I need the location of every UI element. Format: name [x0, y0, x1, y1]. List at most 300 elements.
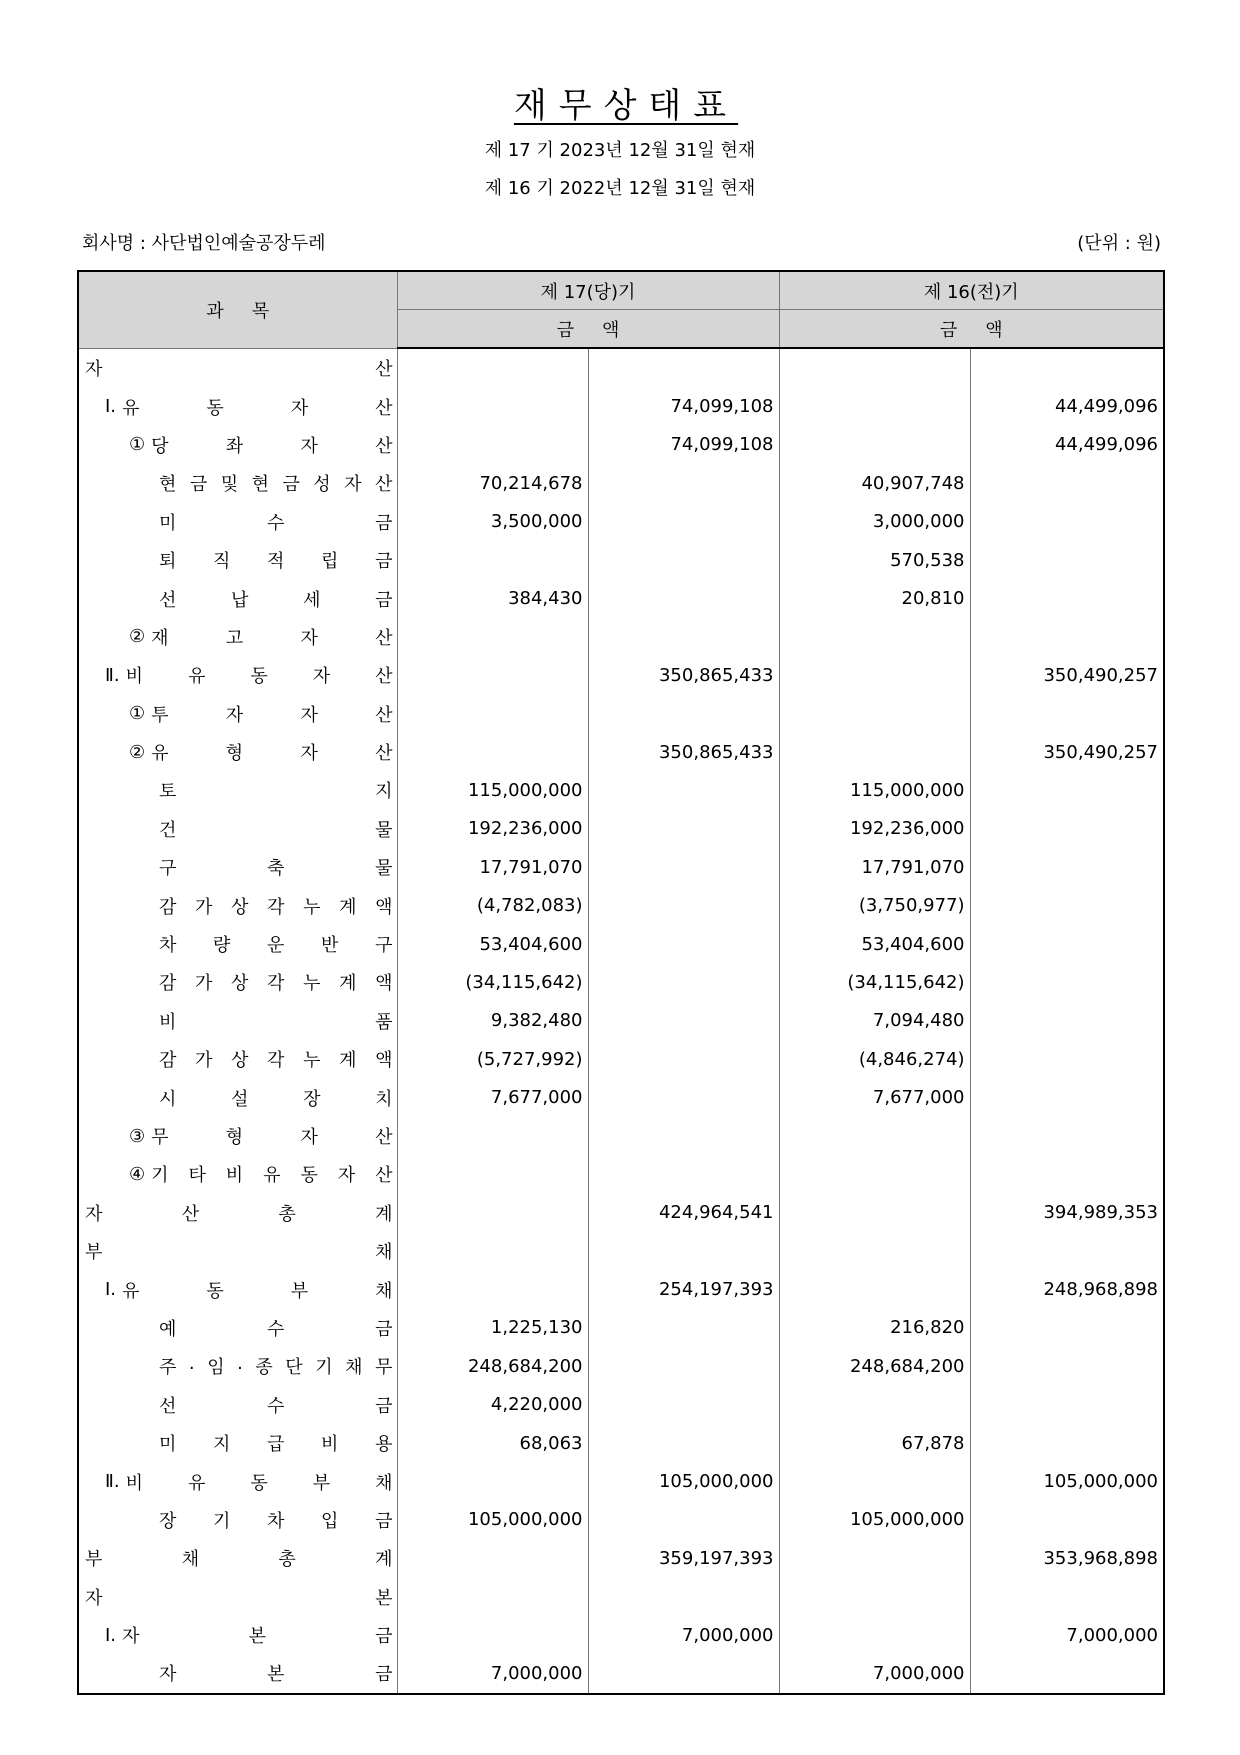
current-total-amount: 359,197,393	[588, 1539, 779, 1577]
current-detail-amount: 7,000,000	[397, 1654, 588, 1693]
current-total-amount	[588, 503, 779, 541]
period-prior: 제 16 기 2022년 12월 31일 현재	[484, 178, 756, 199]
current-total-amount: 74,099,108	[588, 426, 779, 464]
prior-detail-amount	[779, 733, 970, 771]
subject-label: 비 유 동 부 채	[125, 1472, 393, 1494]
prior-total-amount	[970, 1078, 1164, 1116]
subject-label-wrap	[79, 1654, 397, 1692]
subject-label-wrap	[79, 1232, 397, 1270]
prior-detail-amount	[779, 1462, 970, 1500]
subject-prefix: Ⅱ.	[105, 1471, 120, 1493]
balance-sheet-table	[77, 270, 1165, 1695]
current-detail-amount	[397, 1194, 588, 1232]
row-subject	[78, 963, 397, 1001]
header-subject: 과목	[78, 271, 397, 348]
prior-total-amount	[970, 1232, 1164, 1270]
subject-prefix: Ⅰ.	[105, 1624, 117, 1646]
subject-label-wrap	[79, 579, 397, 617]
row-subject	[78, 1501, 397, 1539]
current-total-amount: 7,000,000	[588, 1616, 779, 1654]
subject-prefix: ①	[129, 434, 146, 456]
prior-total-amount	[970, 541, 1164, 579]
row-subject	[78, 1654, 397, 1693]
row-subject	[78, 886, 397, 924]
subject-label-wrap	[79, 1501, 397, 1539]
subject-label: 당 좌 자 산	[151, 435, 393, 457]
subject-label: 건 물	[159, 819, 393, 841]
table-row	[78, 1078, 1164, 1116]
current-detail-amount	[397, 695, 588, 733]
current-total-amount	[588, 1040, 779, 1078]
current-total-amount	[588, 925, 779, 963]
row-subject	[78, 387, 397, 425]
current-detail-amount	[397, 656, 588, 694]
table-row	[78, 810, 1164, 848]
table-row	[78, 1117, 1164, 1155]
row-subject	[78, 348, 397, 387]
table-row	[78, 963, 1164, 1001]
subject-label: 구 축 물	[159, 858, 393, 880]
prior-detail-amount: (34,115,642)	[779, 963, 970, 1001]
current-total-amount	[588, 464, 779, 502]
prior-detail-amount	[779, 1232, 970, 1270]
prior-total-amount	[970, 579, 1164, 617]
prior-total-amount	[970, 925, 1164, 963]
prior-total-amount: 394,989,353	[970, 1194, 1164, 1232]
table-row	[78, 1424, 1164, 1462]
current-detail-amount: 9,382,480	[397, 1002, 588, 1040]
subject-label-wrap	[79, 1462, 397, 1500]
prior-detail-amount: 53,404,600	[779, 925, 970, 963]
row-subject	[78, 771, 397, 809]
subject-label-wrap	[79, 1117, 397, 1155]
current-detail-amount: 115,000,000	[397, 771, 588, 809]
subject-label: 차 량 운 반 구	[159, 935, 393, 957]
prior-detail-amount: 248,684,200	[779, 1347, 970, 1385]
subject-prefix: Ⅰ.	[105, 396, 117, 418]
row-subject	[78, 1117, 397, 1155]
current-total-amount	[588, 963, 779, 1001]
row-subject	[78, 1462, 397, 1500]
subject-label-wrap	[79, 1194, 397, 1232]
prior-total-amount: 105,000,000	[970, 1462, 1164, 1500]
prior-total-amount	[970, 1309, 1164, 1347]
prior-total-amount	[970, 963, 1164, 1001]
row-subject	[78, 1424, 397, 1462]
current-total-amount	[588, 810, 779, 848]
current-detail-amount	[397, 541, 588, 579]
prior-detail-amount	[779, 1539, 970, 1577]
subject-prefix: Ⅰ.	[105, 1279, 117, 1301]
table-row	[78, 1539, 1164, 1577]
row-subject	[78, 464, 397, 502]
table-row	[78, 1462, 1164, 1500]
subject-label-wrap	[79, 1386, 397, 1424]
current-detail-amount: 105,000,000	[397, 1501, 588, 1539]
subject-label: 자 본 금	[159, 1664, 393, 1686]
current-total-amount	[588, 1386, 779, 1424]
row-subject	[78, 1270, 397, 1308]
subject-label: 토 지	[159, 781, 393, 803]
current-total-amount	[588, 1002, 779, 1040]
current-detail-amount: 7,677,000	[397, 1078, 588, 1116]
subject-label: 선 수 금	[159, 1395, 393, 1417]
subject-label-wrap	[79, 848, 397, 886]
current-detail-amount: 3,500,000	[397, 503, 588, 541]
current-total-amount: 74,099,108	[588, 387, 779, 425]
subject-prefix: ②	[129, 626, 146, 648]
prior-detail-amount	[779, 1155, 970, 1193]
current-detail-amount: 192,236,000	[397, 810, 588, 848]
table-row	[78, 656, 1164, 694]
current-detail-amount: (4,782,083)	[397, 886, 588, 924]
table-row	[78, 1155, 1164, 1193]
current-detail-amount: (5,727,992)	[397, 1040, 588, 1078]
current-detail-amount: (34,115,642)	[397, 963, 588, 1001]
row-subject	[78, 695, 397, 733]
period-current: 제 17 기 2023년 12월 31일 현재	[484, 140, 756, 161]
current-total-amount: 350,865,433	[588, 733, 779, 771]
current-detail-amount: 17,791,070	[397, 848, 588, 886]
subject-label-wrap	[79, 1539, 397, 1577]
table-row	[78, 426, 1164, 464]
current-total-amount	[588, 1424, 779, 1462]
prior-detail-amount	[779, 695, 970, 733]
table-row	[78, 886, 1164, 924]
subject-label-wrap	[79, 810, 397, 848]
subject-label: 미 지 급 비 용	[159, 1434, 393, 1456]
current-total-amount: 424,964,541	[588, 1194, 779, 1232]
prior-detail-amount: 67,878	[779, 1424, 970, 1462]
subject-label-wrap	[79, 349, 397, 388]
subject-label: 퇴 직 적 립 금	[159, 551, 393, 573]
current-detail-amount: 53,404,600	[397, 925, 588, 963]
subject-label-wrap	[79, 464, 397, 502]
subject-label-wrap	[79, 503, 397, 541]
prior-total-amount	[970, 695, 1164, 733]
prior-total-amount	[970, 1424, 1164, 1462]
prior-detail-amount: 40,907,748	[779, 464, 970, 502]
prior-detail-amount: 7,000,000	[779, 1654, 970, 1693]
current-detail-amount: 248,684,200	[397, 1347, 588, 1385]
subject-label-wrap	[79, 886, 397, 924]
prior-detail-amount	[779, 618, 970, 656]
row-subject	[78, 925, 397, 963]
row-subject	[78, 503, 397, 541]
prior-total-amount	[970, 1347, 1164, 1385]
current-total-amount	[588, 1309, 779, 1347]
table-row	[78, 348, 1164, 387]
prior-detail-amount: (3,750,977)	[779, 886, 970, 924]
subject-label-wrap	[79, 1578, 397, 1616]
current-total-amount	[588, 1501, 779, 1539]
document-title	[0, 78, 1240, 127]
prior-total-amount	[970, 1386, 1164, 1424]
subject-label: 자 본 금	[122, 1626, 393, 1648]
prior-total-amount	[970, 1155, 1164, 1193]
subject-label-wrap	[79, 618, 397, 656]
subject-label: 부 채	[85, 1242, 393, 1264]
row-subject	[78, 1578, 397, 1616]
row-subject	[78, 810, 397, 848]
row-subject	[78, 733, 397, 771]
subject-label-wrap	[79, 1616, 397, 1654]
current-total-amount	[588, 1117, 779, 1155]
table-row	[78, 541, 1164, 579]
current-detail-amount	[397, 348, 588, 387]
prior-detail-amount: 192,236,000	[779, 810, 970, 848]
current-total-amount	[588, 1078, 779, 1116]
current-total-amount	[588, 886, 779, 924]
prior-total-amount	[970, 503, 1164, 541]
subject-label: 무 형 자 산	[151, 1127, 393, 1148]
row-subject	[78, 541, 397, 579]
current-detail-amount	[397, 618, 588, 656]
subject-label: 자 산 총 계	[85, 1203, 393, 1225]
subject-label: 시 설 장 치	[159, 1088, 393, 1110]
subject-label: 유 동 자 산	[122, 397, 393, 419]
table-row	[78, 464, 1164, 502]
prior-detail-amount	[779, 1616, 970, 1654]
current-total-amount: 254,197,393	[588, 1270, 779, 1308]
subject-label-wrap	[79, 733, 397, 771]
company-name: 회사명 : 사단법인예술공장두레	[82, 233, 326, 254]
prior-total-amount: 248,968,898	[970, 1270, 1164, 1308]
unit-label: (단위 : 원)	[1077, 233, 1161, 254]
prior-total-amount: 7,000,000	[970, 1616, 1164, 1654]
prior-detail-amount	[779, 387, 970, 425]
prior-total-amount	[970, 464, 1164, 502]
subject-label: 선 납 세 금	[159, 589, 393, 611]
table-row	[78, 1040, 1164, 1078]
subject-label: 비 유 동 자 산	[125, 666, 393, 688]
table-row	[78, 848, 1164, 886]
current-total-amount	[588, 848, 779, 886]
table-row	[78, 1194, 1164, 1232]
prior-detail-amount: 3,000,000	[779, 503, 970, 541]
table-row	[78, 1501, 1164, 1539]
row-subject	[78, 1232, 397, 1270]
table-row	[78, 1002, 1164, 1040]
prior-total-amount	[970, 1654, 1164, 1693]
subject-label: 투 자 자 산	[151, 704, 393, 726]
prior-detail-amount	[779, 426, 970, 464]
current-detail-amount: 68,063	[397, 1424, 588, 1462]
prior-total-amount: 44,499,096	[970, 387, 1164, 425]
current-total-amount	[588, 1347, 779, 1385]
subject-label: 비 품	[159, 1011, 393, 1033]
subject-label: 주 . 임 . 종 단 기 채 무	[159, 1353, 393, 1379]
prior-detail-amount: 17,791,070	[779, 848, 970, 886]
subject-label-wrap	[79, 656, 397, 694]
subject-label: 장 기 차 입 금	[159, 1510, 393, 1532]
table-row	[78, 925, 1164, 963]
current-total-amount: 105,000,000	[588, 1462, 779, 1500]
current-detail-amount	[397, 1155, 588, 1193]
header-current-period: 제 17(당)기	[397, 271, 779, 310]
prior-detail-amount	[779, 1386, 970, 1424]
prior-total-amount	[970, 1578, 1164, 1616]
subject-label-wrap	[79, 387, 397, 425]
subject-label-wrap	[79, 1270, 397, 1308]
prior-total-amount: 350,490,257	[970, 656, 1164, 694]
prior-detail-amount: 570,538	[779, 541, 970, 579]
row-subject	[78, 1002, 397, 1040]
subject-label-wrap	[79, 1347, 397, 1385]
prior-total-amount	[970, 1040, 1164, 1078]
row-subject	[78, 426, 397, 464]
table-row	[78, 1309, 1164, 1347]
current-detail-amount: 384,430	[397, 579, 588, 617]
current-detail-amount: 1,225,130	[397, 1309, 588, 1347]
subject-label: 감 가 상 각 누 계 액	[159, 973, 393, 995]
row-subject	[78, 1347, 397, 1385]
table-row	[78, 733, 1164, 771]
prior-detail-amount	[779, 656, 970, 694]
table-row	[78, 695, 1164, 733]
prior-detail-amount	[779, 348, 970, 387]
subject-label-wrap	[79, 426, 397, 464]
row-subject	[78, 1155, 397, 1193]
subject-label: 예 수 금	[159, 1318, 393, 1340]
header-prior-period: 제 16(전)기	[779, 271, 1164, 310]
subject-label-wrap	[79, 541, 397, 579]
prior-total-amount: 353,968,898	[970, 1539, 1164, 1577]
subject-prefix: ②	[129, 741, 146, 763]
prior-total-amount	[970, 886, 1164, 924]
current-total-amount	[588, 579, 779, 617]
current-total-amount	[588, 348, 779, 387]
subject-prefix: ①	[129, 703, 146, 725]
current-total-amount	[588, 695, 779, 733]
prior-detail-amount	[779, 1117, 970, 1155]
prior-detail-amount: 7,094,480	[779, 1002, 970, 1040]
subject-label: 감 가 상 각 누 계 액	[159, 896, 393, 918]
prior-total-amount	[970, 348, 1164, 387]
subject-label: 유 동 부 채	[122, 1280, 393, 1302]
row-subject	[78, 848, 397, 886]
current-detail-amount	[397, 387, 588, 425]
subject-prefix: ④	[129, 1163, 146, 1185]
subject-label: 감 가 상 각 누 계 액	[159, 1050, 393, 1072]
current-total-amount	[588, 541, 779, 579]
subject-label-wrap	[79, 1309, 397, 1347]
subject-label-wrap	[79, 1002, 397, 1040]
subject-prefix: ③	[129, 1125, 146, 1147]
subject-label-wrap	[79, 771, 397, 809]
row-subject	[78, 1309, 397, 1347]
current-detail-amount	[397, 1270, 588, 1308]
current-detail-amount	[397, 1462, 588, 1500]
prior-total-amount	[970, 848, 1164, 886]
prior-detail-amount: 7,677,000	[779, 1078, 970, 1116]
subject-label-wrap	[79, 1078, 397, 1116]
row-subject	[78, 1616, 397, 1654]
prior-total-amount	[970, 1002, 1164, 1040]
subject-label-wrap	[79, 963, 397, 1001]
current-total-amount	[588, 618, 779, 656]
prior-total-amount	[970, 771, 1164, 809]
current-detail-amount	[397, 1232, 588, 1270]
subject-label: 자 본	[85, 1587, 393, 1609]
current-detail-amount	[397, 733, 588, 771]
subject-label-wrap	[79, 1155, 397, 1193]
subject-label: 재 고 자 산	[151, 627, 393, 649]
current-detail-amount	[397, 1117, 588, 1155]
table-row	[78, 1616, 1164, 1654]
prior-total-amount	[970, 1117, 1164, 1155]
table-row	[78, 1232, 1164, 1270]
table-row	[78, 1578, 1164, 1616]
subject-label: 자 산	[85, 358, 393, 380]
table-row	[78, 387, 1164, 425]
row-subject	[78, 618, 397, 656]
table-row	[78, 579, 1164, 617]
current-total-amount	[588, 1578, 779, 1616]
subject-label: 유 형 자 산	[151, 743, 393, 765]
prior-total-amount	[970, 810, 1164, 848]
current-detail-amount	[397, 426, 588, 464]
table-row	[78, 618, 1164, 656]
current-detail-amount: 4,220,000	[397, 1386, 588, 1424]
prior-detail-amount: 216,820	[779, 1309, 970, 1347]
row-subject	[78, 1194, 397, 1232]
table-row	[78, 503, 1164, 541]
current-detail-amount	[397, 1616, 588, 1654]
current-total-amount	[588, 1155, 779, 1193]
subject-label: 부 채 총 계	[85, 1549, 393, 1571]
current-total-amount	[588, 771, 779, 809]
table-row	[78, 771, 1164, 809]
subject-prefix: Ⅱ.	[105, 664, 120, 686]
prior-total-amount	[970, 618, 1164, 656]
prior-detail-amount: 20,810	[779, 579, 970, 617]
current-detail-amount: 70,214,678	[397, 464, 588, 502]
subject-label-wrap	[79, 1424, 397, 1462]
prior-total-amount: 350,490,257	[970, 733, 1164, 771]
row-subject	[78, 656, 397, 694]
prior-detail-amount: (4,846,274)	[779, 1040, 970, 1078]
table-row	[78, 1347, 1164, 1385]
subject-label: 기 타 비 유 동 자 산	[151, 1165, 393, 1187]
prior-detail-amount	[779, 1270, 970, 1308]
current-total-amount	[588, 1654, 779, 1693]
row-subject	[78, 1040, 397, 1078]
row-subject	[78, 579, 397, 617]
document-title-text: 재무상태표	[513, 86, 739, 126]
prior-total-amount	[970, 1501, 1164, 1539]
table-row	[78, 1386, 1164, 1424]
subject-label-wrap	[79, 925, 397, 963]
current-detail-amount	[397, 1578, 588, 1616]
subject-label: 현 금 및 현 금 성 자 산	[159, 474, 393, 496]
header-amount-prior: 금액	[779, 310, 1164, 349]
prior-detail-amount: 115,000,000	[779, 771, 970, 809]
table-row	[78, 1654, 1164, 1693]
current-total-amount	[588, 1232, 779, 1270]
prior-detail-amount	[779, 1194, 970, 1232]
header-amount-current: 금액	[397, 310, 779, 349]
subject-label-wrap	[79, 695, 397, 733]
row-subject	[78, 1539, 397, 1577]
prior-detail-amount: 105,000,000	[779, 1501, 970, 1539]
row-subject	[78, 1078, 397, 1116]
table-row	[78, 1270, 1164, 1308]
subject-label: 미 수 금	[159, 512, 393, 534]
prior-detail-amount	[779, 1578, 970, 1616]
row-subject	[78, 1386, 397, 1424]
prior-total-amount: 44,499,096	[970, 426, 1164, 464]
